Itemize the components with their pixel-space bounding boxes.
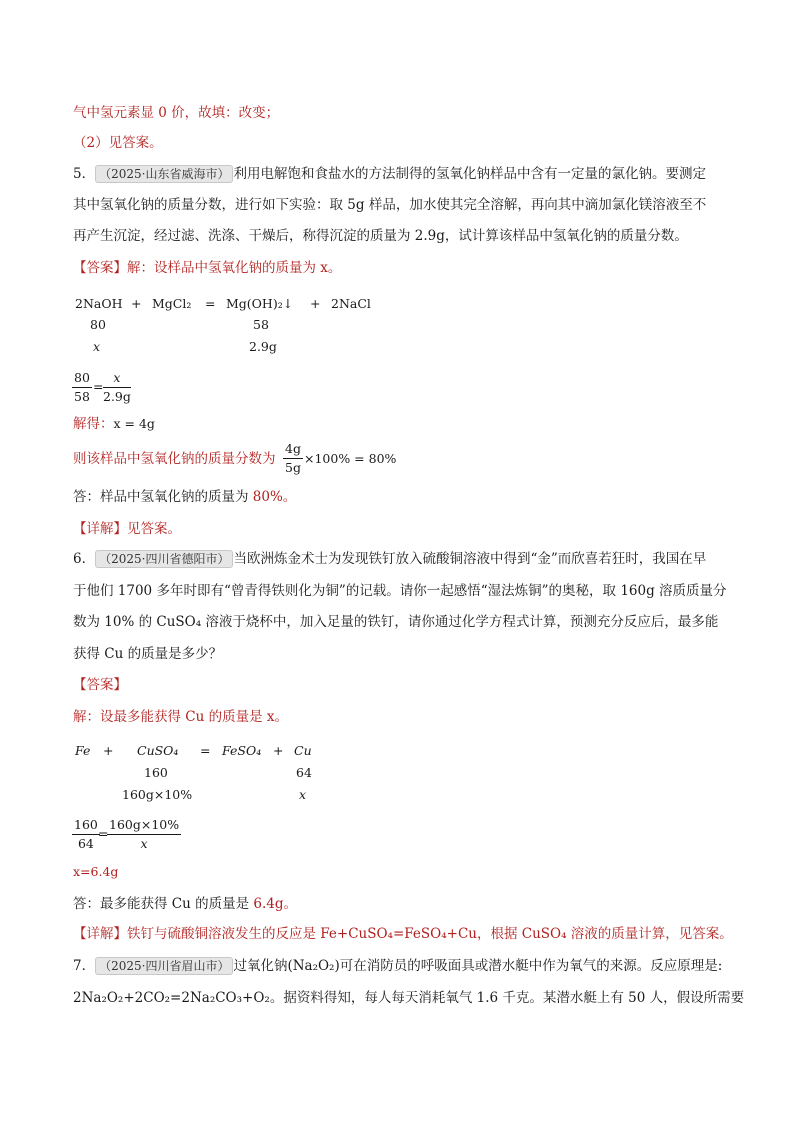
q6-text1: 当欧洲炼金术士为发现铁钉放入硫酸铜溶液中得到“金”而欣喜若狂时，我国在早 — [233, 551, 707, 567]
q5-ratio-eq: = — [93, 379, 104, 394]
q6-number: 6． — [73, 551, 96, 567]
q6-val-160: 160 — [144, 765, 168, 780]
q5-source-tag: （2025·山东省威海市） — [95, 165, 233, 183]
q6-final-value: 6.4g。 — [249, 896, 298, 912]
q7-text1: 过氧化钠(Na₂O₂)可在消防员的呼吸面具或潜水艇中作为氧气的来源。反应原理是: — [233, 958, 723, 974]
q6-val-160g: 160g×10% — [122, 787, 193, 802]
q5-val-29g: 2.9g — [249, 339, 277, 354]
q5-val-58: 58 — [253, 317, 269, 332]
q6-answer-label: 【答案】 — [73, 677, 127, 693]
q6-eq-equals: = — [200, 743, 211, 758]
q6-ratio-left-den: 64 — [77, 836, 94, 851]
q5-val-80: 80 — [90, 317, 106, 332]
q5-detail-text: 见答案。 — [127, 521, 181, 537]
q6-line4: 获得 Cu 的质量是多少？ — [73, 646, 223, 662]
q6-eq-fe: Fe — [75, 743, 91, 758]
q5-eq-naoh: 2NaOH — [75, 296, 123, 311]
q6-eq-plus1: + — [103, 743, 114, 758]
q5-eq-plus2: + — [310, 296, 321, 311]
q6-detail-label: 【详解】 — [73, 926, 127, 942]
q6-ratio-right-num: 160g×10% — [107, 817, 181, 835]
q6-eq-plus2: + — [273, 743, 284, 758]
q7-number: 7． — [73, 958, 96, 974]
q6-ratio-eq: = — [98, 826, 109, 841]
q5-detail — [73, 519, 181, 539]
q5-line3: 再产生沉淀，经过滤、洗涤、干燥后，称得沉淀的质量为 2.9g，试计算该样品中氢氧化钠的质量分数。 — [73, 228, 688, 244]
q5-percent-den: 5g — [285, 460, 301, 475]
q7-line2: 2Na₂O₂+2CO₂=2Na₂CO₃+O₂。据资料得知，每人每天消耗氧气 1.6 千克。某潜水艇上有 50 人，假设所需要 — [73, 990, 745, 1006]
q5-line1 — [73, 164, 706, 184]
q6-eq-cuso4: CuSO₄ — [137, 743, 179, 758]
q6-ratio-left — [72, 817, 100, 852]
q6-eq-cu: Cu — [294, 743, 312, 758]
q6-detail-text1: 铁钉与硫酸铜溶液发生的反应是 Fe+CuSO₄=FeSO₄+Cu， — [127, 926, 491, 942]
q5-ratio-left-den: 58 — [74, 389, 90, 404]
q7-line1 — [73, 956, 722, 976]
q5-final-answer — [73, 487, 296, 507]
top-line: 气中氢元素显 0 价，故填：改变； — [73, 105, 280, 121]
q5-eq-plus1: + — [131, 296, 142, 311]
q5-ratio-right-num: x — [103, 370, 131, 388]
q6-ratio-right — [107, 817, 181, 852]
q5-line2: 其中氢氧化钠的质量分数，进行如下实验：取 5g 样品，加水使其完全溶解，再向其中滴加氯化镁溶液至不 — [73, 197, 707, 213]
q5-percent-frac — [283, 441, 303, 476]
q6-answer-text: 解：设最多能获得 Cu 的质量是 x。 — [73, 709, 289, 725]
q6-line2: 于他们 1700 多年时即有“曾青得铁则化为铜”的记载。请你一起感悟“湿法炼铜”的奥秘，取 160g 溶质质量分 — [73, 583, 727, 599]
q5-final-prefix: 答：样品中氢氧化钠的质量为 — [73, 489, 249, 505]
q4-part2: （2）见答案。 — [73, 135, 163, 151]
q5-answer-text: 解：设样品中氢氧化钠的质量为 x。 — [127, 260, 342, 276]
q6-ratio-left-num: 160 — [72, 817, 100, 835]
q6-detail — [73, 924, 733, 944]
q6-ratio-right-den: x — [140, 836, 148, 851]
q5-eq-equals: = — [205, 296, 216, 311]
q6-solve-value: x=6.4g — [73, 864, 119, 879]
q6-detail-text2: 根据 CuSO₄ 溶液的质量计算，见答案。 — [490, 926, 733, 942]
q5-answer-label: 【答案】 — [73, 260, 127, 276]
q6-final-answer — [73, 894, 297, 914]
q5-text1: 利用电解饱和食盐水的方法制得的氢氧化钠样品中含有一定量的氯化钠。要测定 — [233, 166, 706, 182]
q7-source-tag: （2025·四川省眉山市） — [95, 957, 233, 975]
q5-solve-value: x = 4g — [113, 416, 155, 431]
q5-solve — [73, 414, 155, 434]
q5-answer — [73, 258, 341, 278]
q6-val-x: x — [299, 787, 307, 802]
q5-val-x: x — [93, 339, 101, 354]
q5-eq-mgcl2: MgCl₂ — [152, 296, 192, 311]
q5-eq-mgoh2: Mg(OH)₂↓ — [226, 296, 294, 311]
q6-line1 — [73, 549, 706, 569]
q5-percent-suffix: ×100% = 80% — [304, 451, 397, 466]
q5-number: 5． — [73, 166, 96, 182]
q5-percent-prefix: 则该样品中氢氧化钠的质量分数为 — [73, 451, 276, 467]
q5-detail-label: 【详解】 — [73, 521, 127, 537]
q5-percent-num: 4g — [283, 441, 303, 459]
q5-ratio-right — [103, 370, 131, 405]
q5-final-value: 80%。 — [248, 489, 297, 505]
q6-source-tag: （2025·四川省德阳市） — [95, 550, 233, 568]
q6-final-prefix: 答：最多能获得 Cu 的质量是 — [73, 896, 250, 912]
q5-ratio-left-num: 80 — [72, 370, 92, 388]
q6-val-64: 64 — [296, 765, 312, 780]
q5-eq-nacl: 2NaCl — [331, 296, 371, 311]
q5-ratio-left — [72, 370, 92, 405]
q5-solve-label: 解得： — [73, 416, 114, 432]
q6-line3: 数为 10% 的 CuSO₄ 溶液于烧杯中，加入足量的铁钉，请你通过化学方程式计算，预测充分反应后，最多能 — [73, 614, 719, 630]
q6-eq-feso4: FeSO₄ — [222, 743, 262, 758]
q5-ratio-right-den: 2.9g — [103, 389, 131, 404]
